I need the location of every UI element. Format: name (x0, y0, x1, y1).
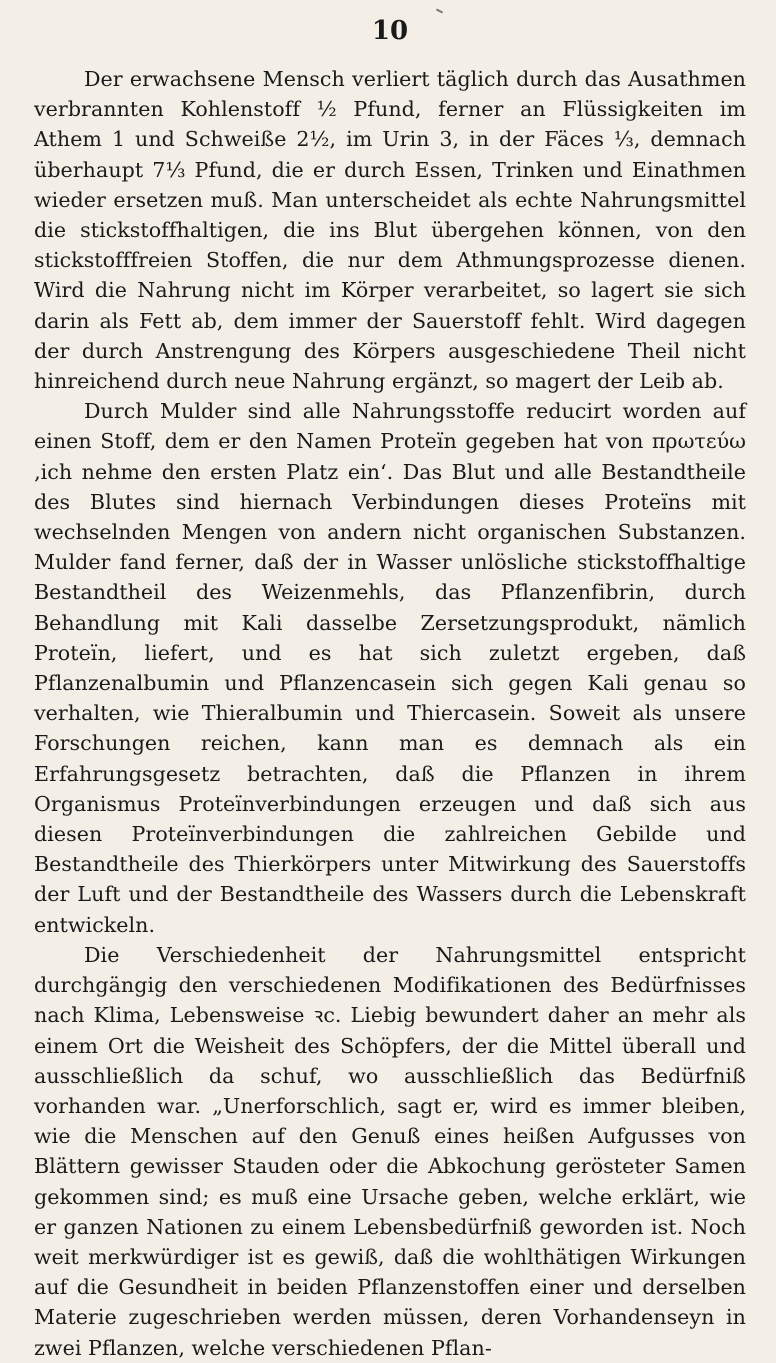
page-number: 10 (371, 16, 409, 46)
paragraph-2: Durch Mulder sind alle Nahrungsstoffe reducirt worden auf einen Stoff, dem er den Namen Proteïn gegeben hat von πρωτεύω ‚ich nehme den ersten Platz ein‘. Das Blut und alle Bestandtheile des Blutes sind hiernach Verbindungen dieses Proteïns mit wechselnden Mengen von andern nicht organischen Substanzen. Mulder fand ferner, daß der in Wasser unlösliche stickstoffhaltige Bestandtheil des Weizenmehls, das Pflanzenfibrin, durch Behandlung mit Kali dasselbe Zersetzungsprodukt, nämlich Proteïn, liefert, und es hat sich zuletzt ergeben, daß Pflanzenalbumin und Pflanzencasein sich gegen Kali genau so verhalten, wie Thieralbumin und Thiercasein. Soweit als unsere Forschungen reichen, kann man es demnach als ein Erfahrungsgesetz betrachten, daß die Pflanzen in ihrem Organismus Proteïnverbindungen erzeugen und daß sich aus diesen Proteïnverbindungen die zahlreichen Gebilde und Bestandtheile des Thierkörpers unter Mitwirkung des Sauerstoffs der Luft und der Bestandtheile des Wassers durch die Lebenskraft entwickeln. (34, 399, 746, 937)
print-mark (436, 8, 443, 13)
paragraph-1: Der erwachsene Mensch verliert täglich durch das Ausathmen verbrannten Kohlenstoff ½ Pfund, ferner an Flüssigkeiten im Athem 1 und Schweiße 2½, im Urin 3, in der Fäces ⅓, demnach überhaupt 7⅓ Pfund, die er durch Essen, Trinken und Einathmen wieder ersetzen muß. Man unterscheidet als echte Nahrungsmittel die stickstoffhaltigen, die ins Blut übergehen können, von den stickstofffreien Stoffen, die nur dem Athmungsprozesse dienen. Wird die Nahrung nicht im Körper verarbeitet, so lagert sie sich darin als Fett ab, dem immer der Sauerstoff fehlt. Wird dagegen der durch Anstrengung des Körpers ausgeschiedene Theil nicht hinreichend durch neue Nahrung ergänzt, so magert der Leib ab. (34, 67, 746, 394)
paragraph-3: Die Verschiedenheit der Nahrungsmittel entspricht durchgängig den verschiedenen Modifikationen des Bedürfnisses nach Klima, Lebensweise ꝛc. Liebig bewundert daher an mehr als einem Ort die Weisheit des Schöpfers, der die Mittel überall und ausschließlich da schuf, wo ausschließlich das Bedürfniß vorhanden war. „Unerforschlich, sagt er, wird es immer bleiben, wie die Menschen auf den Genuß eines heißen Aufgusses von Blättern gewisser Stauden oder die Abkochung gerösteter Samen gekommen sind; es muß eine Ursache geben, welche erklärt, wie er ganzen Nationen zu einem Lebensbedürfniß geworden ist. Noch weit merkwürdiger ist es gewiß, daß die wohlthätigen Wirkungen auf die Gesundheit in beiden Pflanzenstoffen einer und derselben Materie zugeschrieben werden müssen, deren Vorhandenseyn in zwei Pflanzen, welche verschiedenen Pflan- (34, 942, 746, 1360)
